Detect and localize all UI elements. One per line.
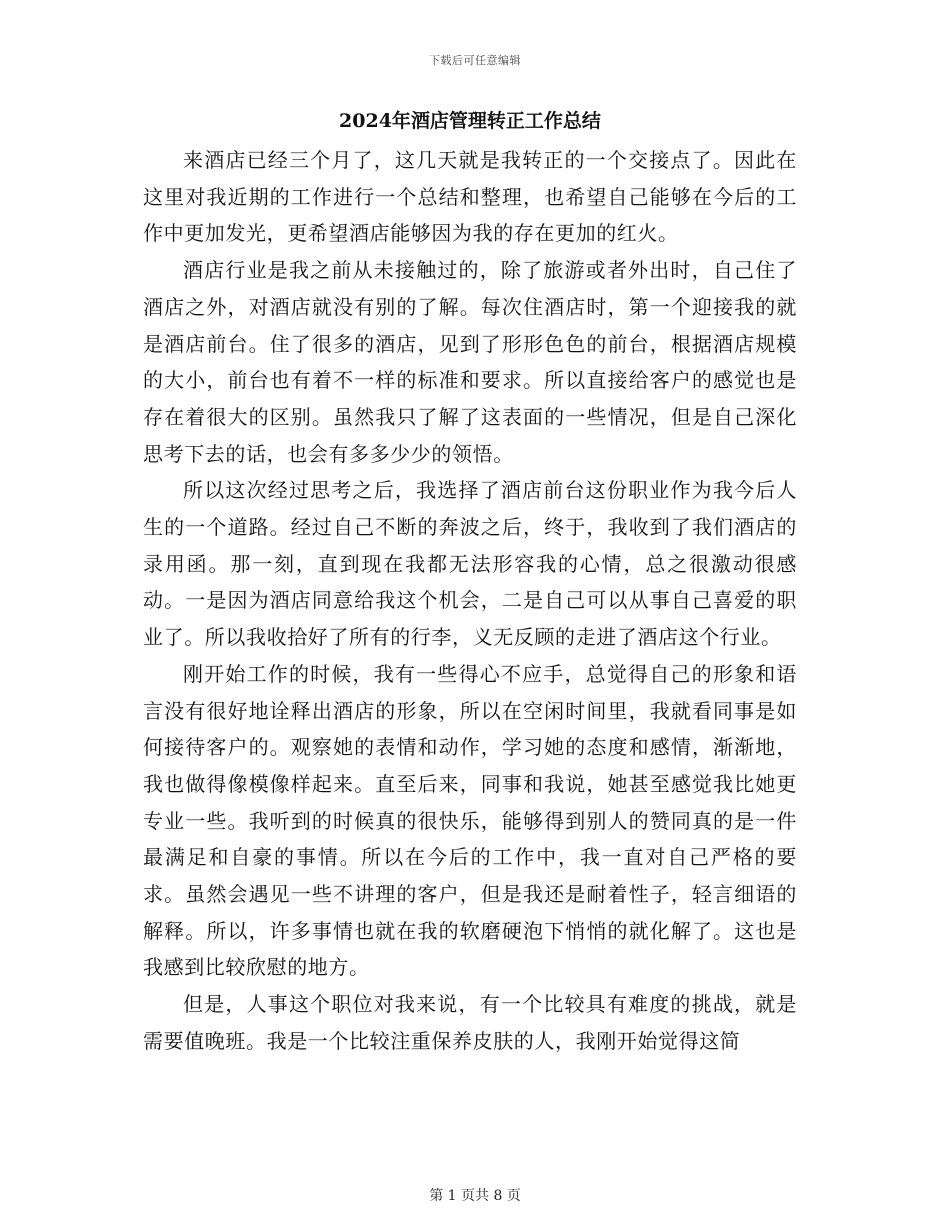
paragraph: 但是，人事这个职位对我来说，有一个比较具有难度的挑战，就是需要值晚班。我是一个比较注重保养皮肤的人，我刚开始觉得这简 bbox=[143, 992, 797, 1053]
document-body bbox=[143, 108, 797, 1060]
document-title: 2024年酒店管理转正工作总结 bbox=[339, 110, 601, 132]
paragraph: 酒店行业是我之前从未接触过的，除了旅游或者外出时，自己住了酒店之外，对酒店就没有别的了解。每次住酒店时，第一个迎接我的就是酒店前台。住了很多的酒店，见到了形形色色的前台，根据酒店规模的大小，前台也有着不一样的标准和要求。所以直接给客户的感觉也是存在着很大的区别。虽然我只了解了这表面的一些情况，但是自己深化思考下去的话，也会有多多少少的领悟。 bbox=[143, 258, 797, 466]
paragraph: 刚开始工作的时候，我有一些得心不应手，总觉得自己的形象和语言没有很好地诠释出酒店的形象，所以在空闲时间里，我就看同事是如何接待客户的。观察她的表情和动作，学习她的态度和感情，渐渐地，我也做得像模像样起来。直至后来，同事和我说，她甚至感觉我比她更专业一些。我听到的时候真的很快乐，能够得到别人的赞同真的是一件最满足和自豪的事情。所以在今后的工作中，我一直对自己严格的要求。虽然会遇见一些不讲理的客户，但是我还是耐着性子，轻言细语的解释。所以，许多事情也就在我的软磨硬泡下悄悄的就化解了。这也是我感到比较欣慰的地方。 bbox=[143, 661, 797, 980]
page-header: 下载后可任意编辑 bbox=[429, 54, 521, 67]
paragraph: 所以这次经过思考之后，我选择了酒店前台这份职业作为我今后人生的一个道路。经过自己不断的奔波之后，终于，我收到了我们酒店的录用函。那一刻，直到现在我都无法形容我的心情，总之很激动很感动。一是因为酒店同意给我这个机会，二是自己可以从事自己喜爱的职业了。所以我收拾好了所有的行李，义无反顾的走进了酒店这个行业。 bbox=[143, 478, 797, 650]
paragraph: 来酒店已经三个月了，这几天就是我转正的一个交接点了。因此在这里对我近期的工作进行一个总结和整理，也希望自己能够在今后的工作中更加发光，更希望酒店能够因为我的存在更加的红火。 bbox=[143, 148, 797, 246]
page-number: 第 1 页共 8 页 bbox=[429, 1188, 521, 1204]
